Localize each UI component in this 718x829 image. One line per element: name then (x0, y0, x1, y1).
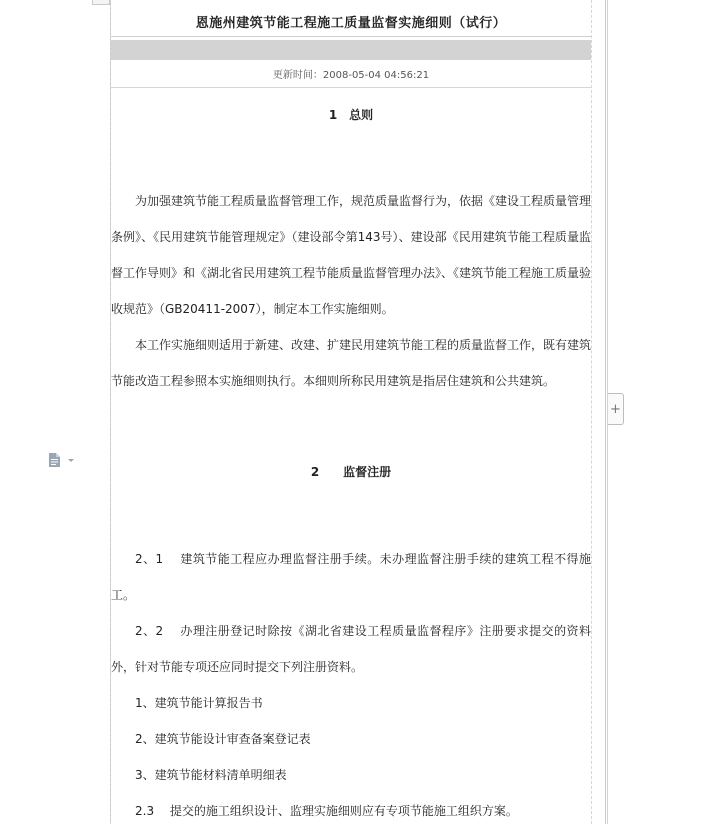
list-item: 2.3 提交的施工组织设计、监理实施细则应有专项节能施工组织方案。 (135, 804, 518, 818)
list-item: 2、建筑节能设计审查备案登记表 (135, 732, 311, 746)
title-band (111, 40, 591, 60)
document-options-icon[interactable] (48, 452, 74, 466)
paragraph: 2、1 建筑节能工程应办理监督注册手续。未办理监督注册手续的建筑工程不得施工。 (111, 552, 591, 602)
section-heading-general: 1 总则 (328, 108, 374, 122)
list-item: 3、建筑节能材料清单明细表 (135, 768, 287, 782)
paragraph: 为加强建筑节能工程质量监督管理工作，规范质量监督行为，依据《建设工程质量管理条例》、《民用建筑节能管理规定》（建设部令第143号）、建设部《民用建筑节能工程质量监督工作导则》和《湖北省民用建筑工程节能质量监督管理办法》、《建筑节能工程施工质量验收规范》（GB20411-2007），制定本工作实施细则。 (111, 194, 592, 316)
paragraph: 本工作实施细则适用于新建、改建、扩建民用建筑节能工程的质量监督工作，既有建筑节能改造工程参照本实施细则执行。本细则所称民用建筑是指居住建筑和公共建筑。 (111, 338, 592, 388)
title-divider (111, 36, 591, 37)
update-timestamp: 更新时间：2008-05-04 04:56:21 (272, 70, 430, 81)
top-ruler-marker (92, 0, 110, 5)
plus-icon: + (610, 401, 621, 417)
document-title: 恩施州建筑节能工程施工质量监督实施细则（试行） (195, 16, 507, 31)
header-divider (111, 87, 591, 88)
right-margin-guide (591, 0, 592, 824)
list-item: 1、建筑节能计算报告书 (135, 696, 263, 710)
section-heading-registration: 2 监督注册 (310, 465, 392, 479)
paragraph: 2、2 办理注册登记时除按《湖北省建设工程质量监督程序》注册要求提交的资料外，针对节能专项还应同时提交下列注册资料。 (111, 624, 591, 674)
expand-plus-button[interactable] (608, 393, 624, 425)
